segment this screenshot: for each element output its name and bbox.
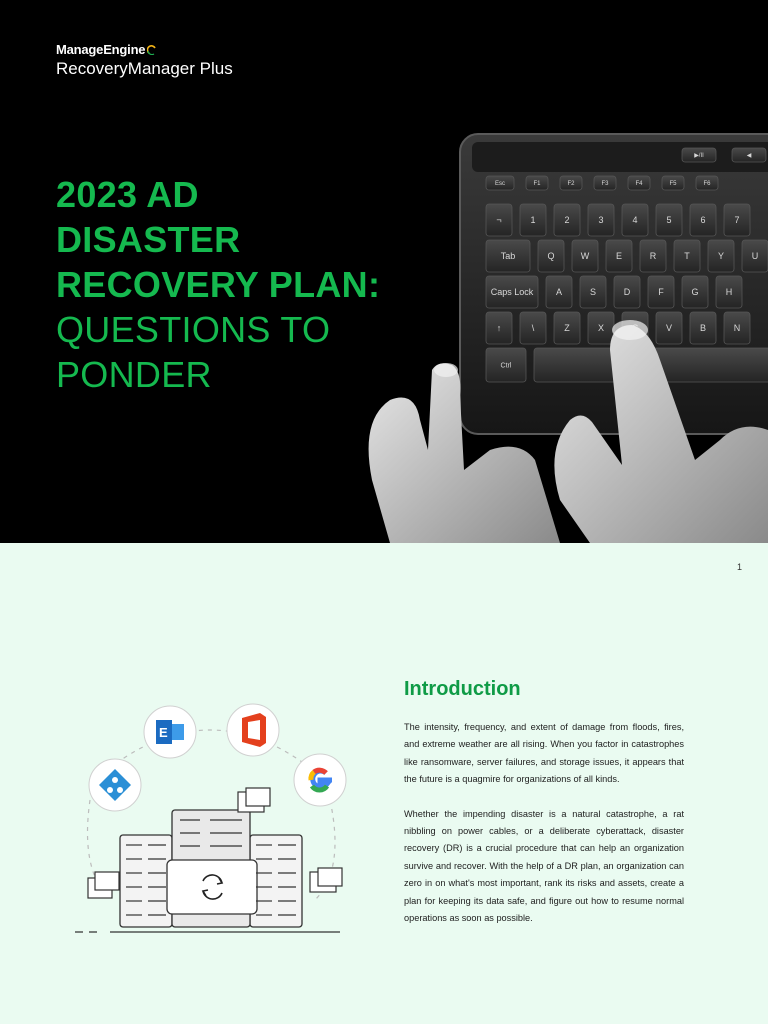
keyboard-key-label: Y	[717, 251, 725, 261]
active-directory-icon	[89, 759, 141, 811]
svg-text:E: E	[159, 725, 168, 740]
title-line: RECOVERY PLAN:	[56, 264, 381, 305]
keyboard-key-label: A	[555, 287, 563, 297]
keyboard-key-label: ◀	[746, 153, 752, 159]
keyboard-key-label: F4	[635, 181, 643, 187]
google-icon	[294, 754, 346, 806]
brand-product: RecoveryManager Plus	[56, 59, 233, 78]
keyboard-key-label: Z	[564, 323, 570, 333]
keyboard-key-label: D	[623, 287, 631, 297]
keyboard-key-label: X	[597, 323, 605, 333]
keyboard-key-label: F2	[567, 181, 575, 187]
keyboard-key-label: F3	[601, 181, 609, 187]
office-icon	[227, 704, 279, 756]
keyboard-key-label: ↑	[496, 323, 502, 333]
brand-company: ManageEngine	[56, 42, 146, 57]
keyboard-key-label: F5	[669, 181, 677, 187]
section-heading: Introduction	[404, 678, 521, 700]
subtitle-line: QUESTIONS TO	[56, 309, 331, 350]
keyboard-key-label: Q	[547, 251, 555, 261]
cover-title	[56, 172, 380, 397]
keyboard-key-label: 1	[530, 215, 536, 225]
keyboard-key-label: W	[580, 251, 590, 261]
keyboard-key-label: U	[751, 251, 759, 261]
page-number: 1	[736, 562, 742, 572]
title-line: 2023 AD	[56, 174, 199, 215]
keyboard-key-label: G	[691, 287, 699, 297]
keyboard-key-label: S	[589, 287, 597, 297]
keyboard-key-label: 6	[700, 215, 706, 225]
keyboard-key-label: 3	[598, 215, 604, 225]
keyboard-key-label: Caps Lock	[490, 287, 534, 297]
introduction-section	[404, 678, 684, 944]
body-paragraph: The intensity, frequency, and extent of damage from floods, fires, and extreme weather are all rising. When you factor in catastrophes like ransomware, server failures, and storage issues, it appears that the future is a quagmire for organizations of all kinds.	[404, 722, 684, 785]
subtitle-line: PONDER	[56, 354, 212, 395]
exchange-icon	[144, 706, 196, 758]
keyboard-hands-photo	[360, 120, 768, 543]
keyboard-key-label: B	[699, 323, 707, 333]
keyboard-key-label: Ctrl	[500, 362, 512, 370]
keyboard-key-label: Esc	[494, 181, 506, 187]
keyboard-key-label: \	[531, 323, 535, 333]
keyboard-key-label: F6	[703, 181, 711, 187]
keyboard-key-label: 5	[666, 215, 672, 225]
keyboard-key-label: F1	[533, 181, 541, 187]
brand-logo	[56, 42, 233, 79]
keyboard-key-label: N	[733, 323, 741, 333]
keyboard-key-label: ▶/II	[694, 153, 704, 159]
dr-illustration	[70, 700, 350, 940]
title-line: DISASTER	[56, 219, 241, 260]
keyboard-key-label: E	[615, 251, 623, 261]
keyboard-key-label: 4	[632, 215, 638, 225]
manageengine-swoosh-icon	[147, 45, 157, 55]
keyboard-key-label: 2	[564, 215, 570, 225]
server-stack-icon	[120, 810, 302, 927]
keyboard-key-label: H	[725, 287, 733, 297]
keyboard-key-label: ¬	[496, 215, 502, 225]
body-paragraph: Whether the impending disaster is a natural catastrophe, a rat nibbling on power cables, or a deliberate cyberattack, disaster recovery (DR) is a crucial procedure that can help an organization survive and recover. With the help of a DR plan, an organization can zero in on what's most important, rank its risks and assets, create a plan for keeping its data safe, and figure out how to resume normal operations as soon as possible.	[404, 808, 684, 924]
keyboard-key-label: V	[665, 323, 673, 333]
keyboard-key-label: T	[684, 251, 690, 261]
keyboard-key-label: F	[658, 287, 664, 297]
keyboard-key-label: 7	[734, 215, 740, 225]
keyboard-key-label: R	[649, 251, 657, 261]
keyboard-key-label: Tab	[500, 251, 516, 261]
